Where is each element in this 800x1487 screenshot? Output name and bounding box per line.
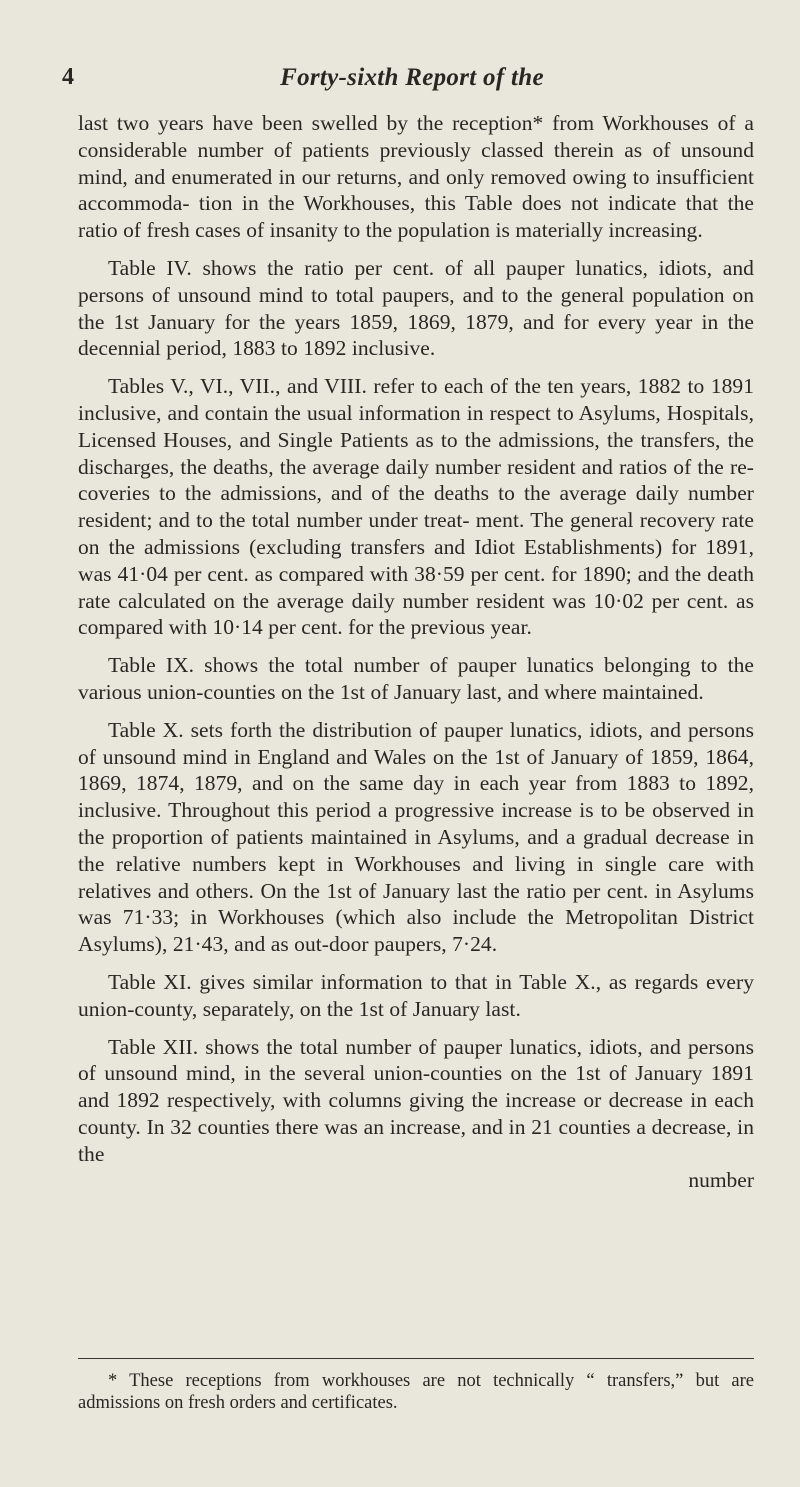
- paragraph: Table IX. shows the total number of pauper lunatics belonging to the various union-counties on the 1st of January last, and where maintained.: [78, 653, 754, 704]
- paragraph: Tables V., VI., VII., and VIII. refer to each of the ten years, 1882 to 1891 inclusive, and contain the usual information in respect to Asylums, Hospitals, Licensed Houses, and Single Patients as to the admissions, the transfers, the discharges, the deaths, the average daily number resident and ratios of the re- coveries to the admissions, and of the deaths to the average daily number resident; and to the total number under treat- ment. The general recovery rate on the admissions (excluding transfers and Idiot Establishments) for 1891, was 41·04 per cent. as compared with 38·59 per cent. for 1890; and the death rate calculated on the average daily number resident was 10·02 per cent. as compared with 10·14 per cent. for the previous year.: [78, 374, 754, 640]
- page-number: 4: [62, 64, 74, 90]
- paragraph: Table XI. gives similar information to that in Table X., as regards every union-county, separately, on the 1st of January last.: [78, 969, 754, 1021]
- body-text: [78, 110, 754, 1194]
- paragraph: Table XII. shows the total number of pauper lunatics, idiots, and persons of unsound mind, in the several union-counties on the 1st of January 1891 and 1892 respectively, with columns giving the increase or decrease in each county. In 32 counties there was an increase, and in 21 counties a decrease, in the: [78, 1034, 754, 1166]
- page-header: [62, 64, 762, 94]
- footnote: * These receptions from workhouses are not technically “ transfers,” but are admissions on fresh orders and certificates.: [78, 1371, 754, 1413]
- paragraph: last two years have been swelled by the reception* from Workhouses of a considerable number of patients previously classed therein as of unsound mind, and enumerated in our returns, and only removed owing to insufficient accommoda- tion in the Workhouses, this Table does not indicate that the ratio of fresh cases of insanity to the population is materially increasing.: [78, 111, 754, 243]
- paragraph: Table X. sets forth the distribution of pauper lunatics, idiots, and persons of unsound mind in England and Wales on the 1st of January of 1859, 1864, 1869, 1874, 1879, and on the same day in each year from 1883 to 1892, inclusive. Throughout this period a progressive increase is to be observed in the proportion of patients maintained in Asylums, and a gradual decrease in the relative numbers kept in Workhouses and living in single care with relatives and others. On the 1st of January last the ratio per cent. in Asylums was 71·33; in Workhouses (which also include the Metropolitan District Asylums), 21·43, and as out-door paupers, 7·24.: [78, 717, 754, 957]
- footnote-rule: [78, 1358, 754, 1359]
- running-title: Forty-sixth Report of the: [280, 64, 544, 91]
- catchword: number: [688, 1168, 754, 1193]
- paragraph: Table IV. shows the ratio per cent. of all pauper lunatics, idiots, and persons of unsound mind to total paupers, and to the general population on the 1st January for the years 1859, 1869, 1879, and for every year in the decennial period, 1883 to 1892 inclusive.: [78, 255, 754, 361]
